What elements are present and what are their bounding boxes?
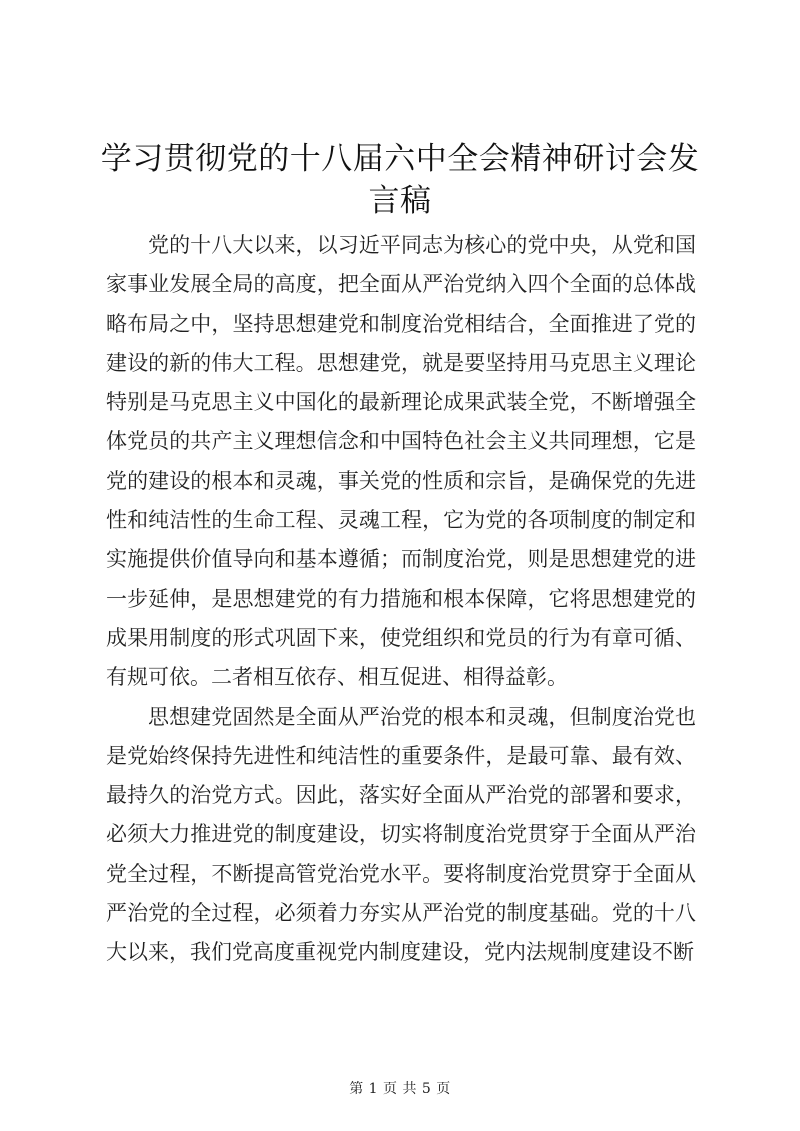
document-body — [106, 226, 696, 973]
page-footer: 第 1 页 共 5 页 — [349, 1081, 451, 1097]
document-title: 学习贯彻党的十八届六中全会精神研讨会发言稿 — [100, 141, 700, 219]
body-paragraph-2: 思想建党固然是全面从严治党的根本和灵魂，但制度治党也是党始终保持先进性和纯洁性的重要条件，是最可靠、最有效、最持久的治党方式。因此，落实好全面从严治党的部署和要求，必须大力推进党的制度建设，切实将制度治党贯穿于全面从严治党全过程，不断提高管党治党水平。要将制度治党贯穿于全面从严治党的全过程，必须着力夯实从严治党的制度基础。党的十八大以来，我们党高度重视党内制度建设，党内法规制度建设不断 — [106, 704, 696, 965]
body-paragraph-1: 党的十八大以来，以习近平同志为核心的党中央，从党和国家事业发展全局的高度，把全面从严治党纳入四个全面的总体战略布局之中，坚持思想建党和制度治党相结合，全面推进了党的建设的新的伟大工程。思想建党，就是要坚持用马克思主义理论特别是马克思主义中国化的最新理论成果武装全党，不断增强全体党员的共产主义理想信念和中国特色社会主义共同理想，它是党的建设的根本和灵魂，事关党的性质和宗旨，是确保党的先进性和纯洁性的生命工程、灵魂工程，它为党的各项制度的制定和实施提供价值导向和基本遵循；而制度治党，则是思想建党的进一步延伸，是思想建党的有力措施和根本保障，它将思想建党的成果用制度的形式巩固下来，使党组织和党员的行为有章可循、有规可依。二者相互依存、相互促进、相得益彰。 — [106, 233, 696, 690]
